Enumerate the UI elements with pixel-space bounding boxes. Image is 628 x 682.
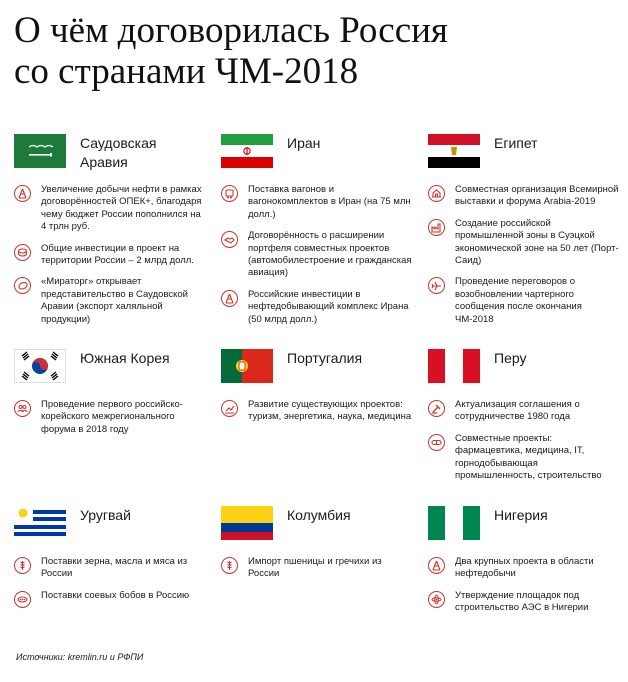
iran-flag [221, 134, 273, 168]
agreement-item [14, 276, 214, 326]
country-name: Южная Корея [80, 350, 170, 366]
page-title [14, 10, 614, 92]
oil-rig-icon [428, 557, 445, 574]
country-name: Перу [494, 350, 527, 366]
country-name: Египет [494, 135, 538, 151]
agreement-text: Импорт пшеницы и гречихи из России [248, 556, 382, 580]
agreement-item [221, 289, 421, 326]
airplane-icon [428, 277, 445, 294]
agreement-text: Развитие существующих проектов: туризм, энергетика, наука, медицина [248, 399, 412, 423]
meat-icon [14, 277, 31, 294]
agreement-text: Поставки соевых бобов в Россию [41, 589, 190, 601]
growth-chart-icon [221, 400, 238, 417]
country-block-uruguay [14, 506, 214, 617]
agreement-item [428, 399, 628, 424]
country-header [221, 506, 421, 556]
country-name: Колумбия [287, 507, 351, 523]
country-name: Нигерия [494, 507, 548, 523]
agreement-text: Проведение первого российско-корейского межрегионального форума в 2018 году [41, 399, 183, 435]
country-header [221, 349, 421, 399]
country-header [428, 134, 628, 184]
agreement-item [14, 399, 214, 436]
agreement-text: «Мираторг» открывает представительство в Саудовской Аравии (экспорт халяльной продукции) [41, 276, 188, 325]
agreement-text: Совместные проекты: фармацевтика, медицина, IT, горнодобывающая промышленность, строительство [455, 432, 602, 482]
agreement-text: Договорённость о расширении портфеля совместных проектов (автомобилестроение и гражданская авиация) [248, 230, 412, 279]
factory-icon [428, 219, 445, 236]
gavel-icon [428, 400, 445, 417]
peru-flag [428, 349, 480, 383]
title-line-1: О чём договорилась Россия [14, 10, 448, 51]
country-header [221, 134, 421, 184]
agreement-item [14, 243, 214, 268]
agreement-item [221, 556, 421, 581]
country-name: Уругвай [80, 507, 131, 523]
egypt-flag [428, 134, 480, 168]
korea-flag [14, 349, 66, 383]
saudi-flag [14, 134, 66, 168]
country-block-egypt [428, 134, 628, 335]
country-block-colombia [221, 506, 421, 590]
country-block-portugal [221, 349, 421, 433]
agreement-text: Актуализация соглашения о сотрудничестве 1980 года [455, 399, 580, 423]
agreement-item [14, 184, 214, 234]
agreement-text: Утверждение площадок под строительство АЭС в Нигерии [455, 589, 589, 614]
colombia-flag [221, 506, 273, 540]
portugal-flag [221, 349, 273, 383]
agreement-item [221, 230, 421, 280]
agreement-text: Российские инвестиции в нефтедобывающий комплекс Ирана (50 млрд долл.) [248, 288, 409, 325]
agreement-text: Увеличение добычи нефти в рамках договорённостей ОПЕК+, благодаря чему бюджет России пополнился на 4 трлн руб. [41, 184, 202, 233]
money-icon [14, 244, 31, 261]
agreement-text: Поставки зерна, масла и мяса из России [41, 556, 188, 580]
country-block-saudi [14, 134, 214, 335]
agreement-item [428, 590, 628, 615]
agreement-text: Поставка вагонов и вагонокомплектов в Иран (на 75 млн долл.) [248, 184, 411, 220]
agreement-text: Общие инвестиции в проект на территории России – 2 млрд долл. [41, 242, 194, 267]
country-header [14, 349, 214, 399]
title-line-2: со странами ЧМ-2018 [14, 51, 359, 92]
agreement-item [428, 218, 628, 268]
expo-icon [428, 185, 445, 202]
agreement-item [14, 556, 214, 581]
agreement-item [428, 433, 628, 483]
railway-wagon-icon [221, 185, 238, 202]
uruguay-flag [14, 506, 66, 540]
agreement-item [14, 590, 214, 608]
atom-icon [428, 591, 445, 608]
country-block-iran [221, 134, 421, 335]
soy-icon [14, 591, 31, 608]
source-note: Источники: kremlin.ru и РФПИ [16, 652, 144, 662]
agreement-item [428, 556, 628, 581]
agreement-item [428, 276, 628, 326]
agreement-text: Совместная организация Всемирной выставки и форума Arabia-2019 [455, 184, 619, 208]
country-name: Иран [287, 135, 321, 151]
country-name: Саудовская Аравия [80, 135, 157, 170]
wheat-icon [14, 557, 31, 574]
oil-rig-icon [14, 185, 31, 202]
country-block-peru [428, 349, 628, 491]
agreement-text: Создание российской промышленной зоны в Суэцкой экономической зоне на 50 лет (Порт-Саид) [455, 217, 619, 267]
country-header [428, 506, 628, 556]
wheat-icon [221, 557, 238, 574]
country-header [14, 134, 214, 184]
agreement-text: Проведение переговоров о возобновлении чартерного сообщения после окончания ЧМ-2018 [455, 276, 582, 325]
agreement-text: Два крупных проекта в области нефтедобычи [455, 556, 594, 580]
forum-icon [14, 400, 31, 417]
agreement-item [428, 184, 628, 209]
country-header [14, 506, 214, 556]
country-block-korea [14, 349, 214, 445]
handshake-icon [221, 231, 238, 248]
oil-rig-icon [221, 290, 238, 307]
country-name: Португалия [287, 350, 363, 366]
country-block-nigeria [428, 506, 628, 624]
agreement-item [221, 184, 421, 221]
pill-icon [428, 434, 445, 451]
country-header [428, 349, 628, 399]
nigeria-flag [428, 506, 480, 540]
agreement-item [221, 399, 421, 424]
